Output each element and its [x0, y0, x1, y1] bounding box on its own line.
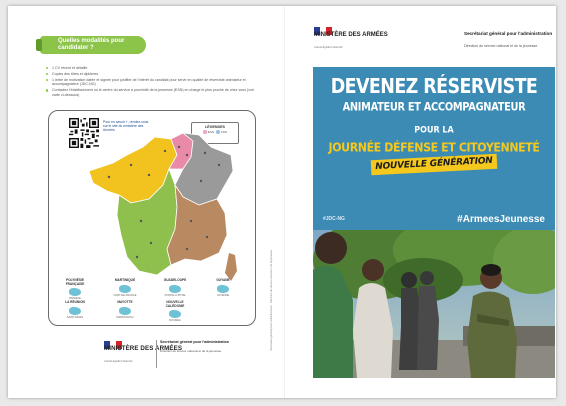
overseas-item: GUADELOUPE POINTE-À-PITRE	[163, 278, 187, 297]
cover-header	[292, 6, 556, 64]
overseas-item: NOUVELLE CALÉDONIE NOUMÉA	[165, 300, 185, 323]
jdc-tag: #JDC-NG	[323, 216, 345, 222]
requirements-list	[46, 66, 256, 99]
republic-motto: Liberté Égalité Fraternité	[314, 46, 343, 49]
overseas-territories	[55, 277, 251, 323]
question-text: Quelles modalités pour candidater ?	[58, 38, 125, 51]
ministry-name: MINISTÈRE DES ARMÉES	[314, 32, 388, 38]
overseas-item: LA RÉUNION SAINT-DENIS	[65, 300, 85, 319]
overseas-item: MAYOTTE MAMOUDZOU	[116, 300, 134, 319]
direction-name: Direction du service national et de la jeunesse	[464, 44, 538, 48]
territory-shape-icon	[69, 288, 81, 296]
page-fold	[284, 6, 285, 398]
map-card	[48, 110, 256, 326]
france-map	[79, 125, 239, 283]
requirement-item: 1 lettre de motivation datée et signée pour justifier de l'intérêt du candidat pour servir en qualité de réserviste animateur et accompagnateur (JDC-NG)	[46, 78, 256, 87]
cover-photo	[313, 230, 555, 378]
overseas-item: GUYANE CAYENNE	[216, 278, 230, 297]
left-page	[8, 6, 280, 398]
territory-shape-icon	[69, 307, 81, 315]
legend-item-esn: ESN	[207, 130, 215, 134]
territory-shape-icon	[119, 285, 131, 293]
right-page	[292, 6, 556, 398]
secretariat-name: Secrétariat général pour l'administration	[160, 340, 229, 344]
territory-shape-icon	[169, 285, 181, 293]
generation-ribbon: NOUVELLE GÉNÉRATION	[371, 154, 498, 176]
cover-title: DEVENEZ RÉSERVISTE	[330, 75, 538, 99]
french-flag-icon	[104, 336, 122, 344]
requirement-item: Copies des titres et diplômes	[46, 72, 256, 76]
logo-divider	[156, 340, 157, 368]
overseas-item: POLYNÉSIE FRANÇAISE PAPEETE	[65, 278, 85, 301]
cover-connector: POUR LA	[414, 124, 454, 135]
spine-credits: Secrétariat général pour l'administration · Direction du service national et de la jeunesse	[270, 250, 273, 351]
qr-caption: Pour en savoir +, rendez-vous sur le site du ministère des Armées	[103, 120, 149, 132]
french-flag-icon	[314, 22, 332, 30]
hashtag: #ArmeesJeunesse	[457, 214, 545, 225]
requirement-item: 1 CV récent et détaillé	[46, 66, 256, 70]
secretariat-name: Secrétariat général pour l'administration	[464, 31, 553, 36]
requirement-item: Contactez l'établissement ou le centre du service à proximité de la jeunesse (ESN) en charge le plus proche de chez vous (voir carte ci-dessous)	[46, 88, 256, 97]
cover-event-name: JOURNÉE DÉFENSE ET CITOYENNETÉ	[328, 140, 540, 155]
brochure-spread	[8, 6, 556, 398]
cover-subtitle: ANIMATEUR ET ACCOMPAGNATEUR	[342, 101, 526, 114]
left-footer-logo	[104, 336, 244, 372]
question-heading	[40, 36, 146, 54]
legend-item-csn: CSN	[220, 130, 228, 134]
territory-shape-icon	[119, 307, 131, 315]
overseas-item: MARTINIQUE FORT-DE-FRANCE	[113, 278, 137, 297]
direction-name: Direction du service national et de la jeunesse	[160, 349, 222, 353]
territory-shape-icon	[217, 285, 229, 293]
territory-shape-icon	[169, 310, 181, 318]
republic-motto: Liberté Égalité Fraternité	[104, 360, 133, 363]
ministry-name: MINISTÈRE DES ARMÉES	[104, 345, 183, 352]
legend-title: LÉGENDES	[205, 125, 225, 129]
cover-banner	[313, 67, 555, 230]
